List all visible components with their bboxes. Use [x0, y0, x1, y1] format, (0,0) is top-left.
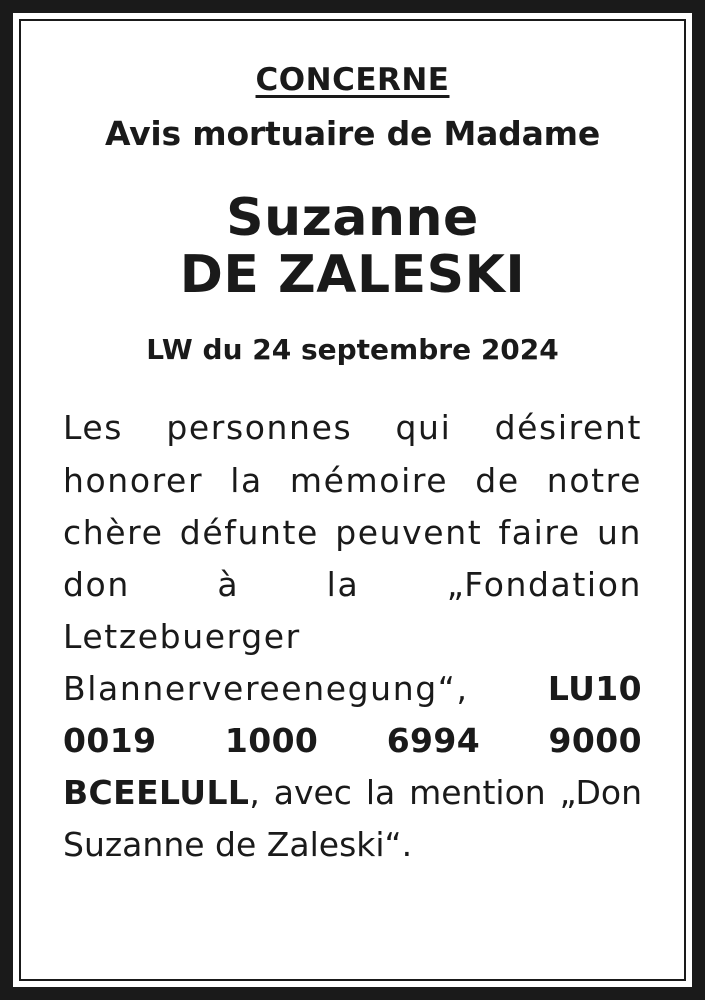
- donation-message: [63, 402, 642, 871]
- obituary-notice-content: [21, 21, 684, 979]
- publication-source-line: LW du 24 septembre 2024: [146, 333, 559, 367]
- notice-header-concerne: CONCERNE: [255, 62, 450, 98]
- notice-subject-line: Avis mortuaire de Madame: [104, 114, 601, 154]
- donation-iban: LU10 0019 1000 6994 9000 BCEELULL: [63, 669, 642, 813]
- deceased-last-name: DE ZALESKI: [179, 244, 526, 305]
- donation-message-part2: , avec la mention „Don Suzanne de Zaleski“.: [63, 773, 642, 865]
- obituary-notice-inner-border: [19, 19, 686, 981]
- deceased-first-name: Suzanne: [226, 188, 479, 249]
- donation-message-part1: Les personnes qui désirent honorer la mémoire de notre chère défunte peuvent faire un don à la „Fondation Letzebuerger Blannervereenegung“,: [63, 408, 642, 709]
